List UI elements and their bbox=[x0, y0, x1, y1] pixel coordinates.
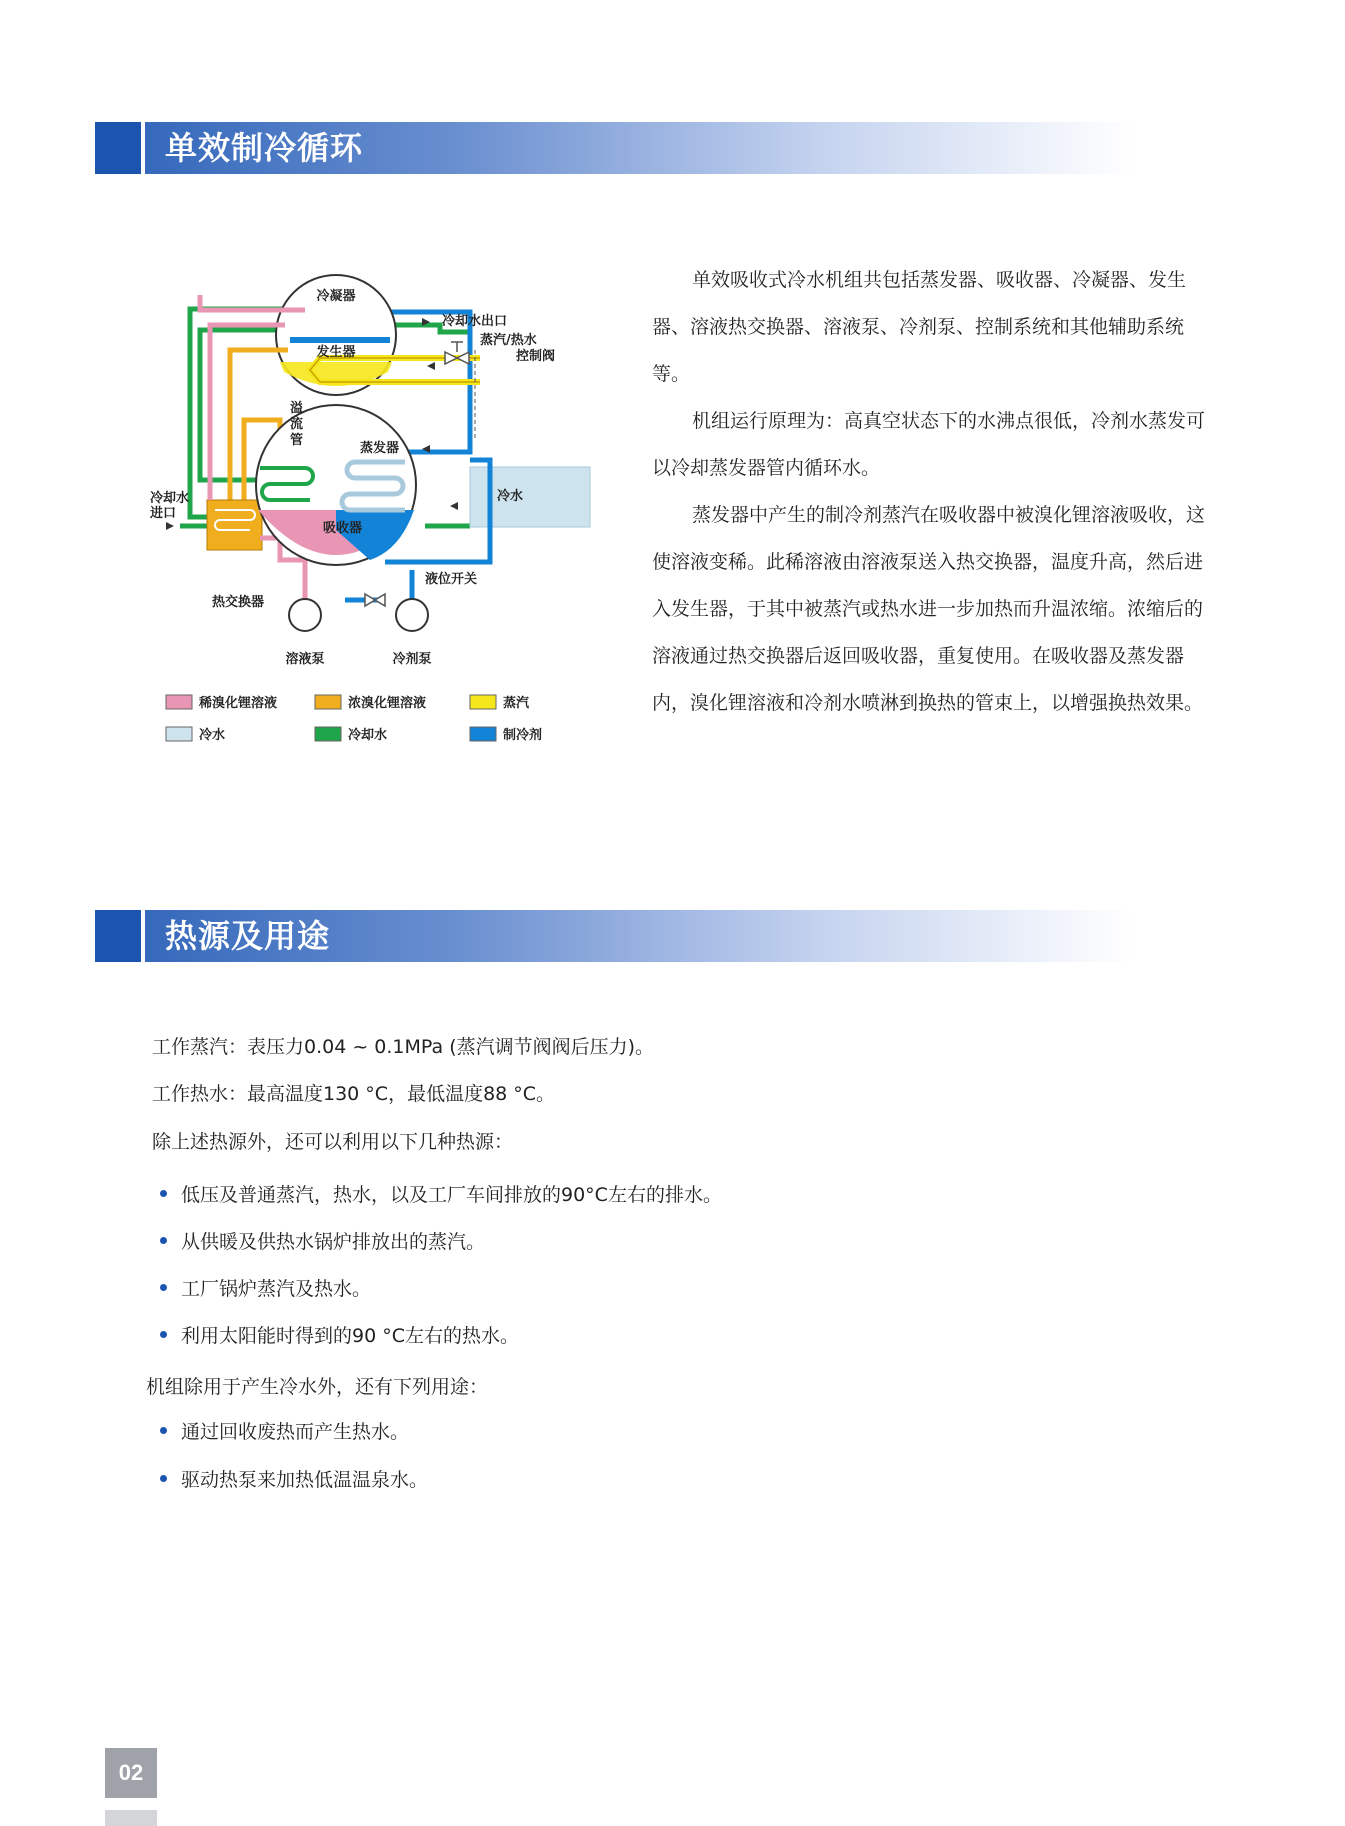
label-control-valve: 控制阀 bbox=[516, 349, 556, 364]
label-heat-exchanger: 热交换器 bbox=[212, 595, 265, 610]
page-tab-decoration bbox=[105, 1810, 157, 1826]
legend-swatch bbox=[315, 695, 341, 709]
label-level-switch: 液位开关 bbox=[425, 572, 478, 587]
bullet bbox=[160, 1190, 167, 1197]
working-steam-line: 工作蒸汽：表压力0.04 ~ 0.1MPa (蒸汽调节阀阀后压力)。 bbox=[152, 1036, 655, 1058]
label-refrigerant-pump: 冷剂泵 bbox=[392, 652, 432, 667]
label-overflow-1: 溢 bbox=[290, 401, 304, 416]
legend-swatch bbox=[315, 727, 341, 741]
legend-label: 冷水 bbox=[199, 728, 226, 743]
uses-intro: 机组除用于产生冷水外，还有下列用途： bbox=[146, 1376, 489, 1398]
bullet bbox=[160, 1427, 167, 1434]
paragraph: 单效吸收式冷水机组共包括蒸发器、吸收器、冷凝器、发生器、溶液热交换器、溶液泵、冷剂泵、控制系统和其他辅助系统等。 bbox=[652, 269, 1187, 385]
section-header-cycle bbox=[95, 122, 1135, 174]
paragraph: 机组运行原理为：高真空状态下的水沸点很低，冷剂水蒸发可以冷却蒸发器管内循环水。 bbox=[652, 410, 1206, 479]
paragraph: 蒸发器中产生的制冷剂蒸汽在吸收器中被溴化锂溶液吸收，这使溶液变稀。此稀溶液由溶液泵送入热交换器，温度升高，然后进入发生器，于其中被蒸汽或热水进一步加热而升温浓缩。浓缩后的溶液通过热交换器后返回吸收器，重复使用。在吸收器及蒸发器内，溴化锂溶液和冷剂水喷淋到换热的管束上，以增强换热效果。 bbox=[652, 504, 1206, 714]
label-overflow-3: 管 bbox=[290, 433, 304, 448]
legend-label: 制冷剂 bbox=[503, 728, 543, 743]
other-sources-intro: 除上述热源外，还可以利用以下几种热源： bbox=[152, 1131, 514, 1153]
legend-swatch bbox=[470, 695, 496, 709]
bullet bbox=[160, 1284, 167, 1291]
label-cooling-water-inlet-1: 冷却水 bbox=[150, 491, 190, 506]
list-item: 低压及普通蒸汽，热水，以及工厂车间排放的90°C左右的排水。 bbox=[160, 1183, 722, 1207]
label-steam-hot-water: 蒸汽/热水 bbox=[480, 333, 537, 348]
label-solution-pump: 溶液泵 bbox=[285, 652, 325, 667]
cycle-description bbox=[652, 257, 1212, 727]
label-generator: 发生器 bbox=[316, 345, 356, 360]
list-item: 利用太阳能时得到的90 °C左右的热水。 bbox=[160, 1324, 519, 1348]
section-header-block bbox=[95, 910, 141, 962]
label-condenser: 冷凝器 bbox=[316, 289, 356, 304]
section-header-block bbox=[95, 122, 141, 174]
list-item: 从供暖及供热水锅炉排放出的蒸汽。 bbox=[160, 1230, 485, 1254]
legend-swatch bbox=[166, 695, 192, 709]
label-overflow-2: 流 bbox=[290, 417, 304, 432]
legend-label: 稀溴化锂溶液 bbox=[199, 696, 278, 711]
legend-label: 浓溴化锂溶液 bbox=[348, 696, 427, 711]
bullet bbox=[160, 1237, 167, 1244]
refrigeration-cycle-diagram bbox=[140, 270, 610, 750]
section-title: 单效制冷循环 bbox=[165, 129, 364, 167]
legend-swatch bbox=[166, 727, 192, 741]
section-header-heat-source bbox=[95, 910, 1135, 962]
list-item: 工厂锅炉蒸汽及热水。 bbox=[160, 1277, 371, 1301]
label-chilled-water: 冷水 bbox=[497, 489, 524, 504]
legend-swatch bbox=[470, 727, 496, 741]
working-hot-water-line: 工作热水：最高温度130 °C，最低温度88 °C。 bbox=[152, 1083, 556, 1105]
label-evaporator: 蒸发器 bbox=[360, 441, 400, 456]
label-cooling-water-outlet: 冷却水出口 bbox=[442, 314, 508, 329]
legend-label: 冷却水 bbox=[348, 728, 388, 743]
list-item: 驱动热泵来加热低温温泉水。 bbox=[160, 1468, 428, 1492]
legend-label: 蒸汽 bbox=[503, 696, 530, 711]
bullet bbox=[160, 1475, 167, 1482]
bullet bbox=[160, 1331, 167, 1338]
label-cooling-water-inlet-2: 进口 bbox=[150, 506, 177, 521]
page-number: 02 bbox=[105, 1748, 157, 1798]
section-title: 热源及用途 bbox=[165, 917, 331, 955]
label-absorber: 吸收器 bbox=[323, 521, 363, 536]
diagram-legend bbox=[166, 695, 542, 743]
list-item: 通过回收废热而产生热水。 bbox=[160, 1420, 409, 1444]
